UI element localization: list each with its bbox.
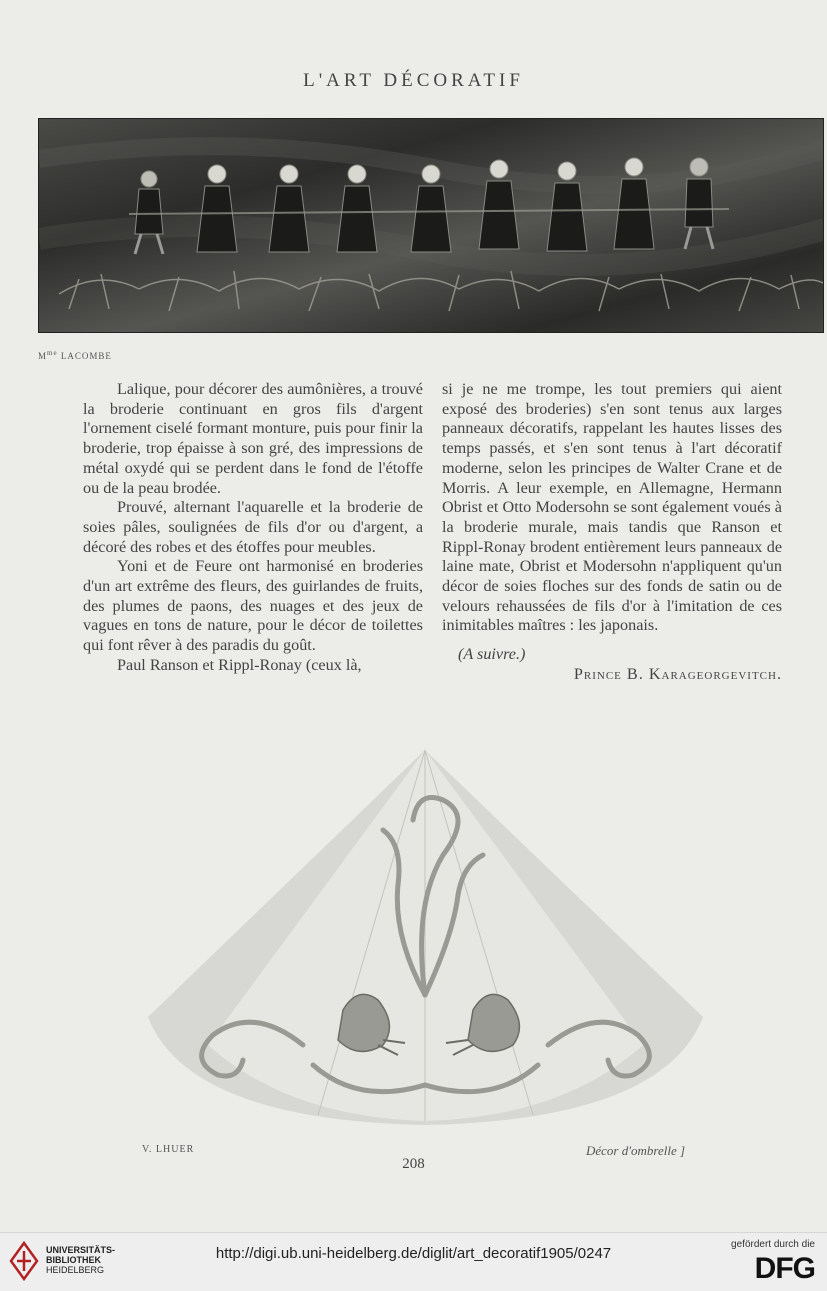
embroidery-frieze-image [39,119,824,333]
bottom-plate-caption-artist: V. LHUER [142,1144,195,1155]
funding-note: gefördert durch die [731,1239,815,1250]
article-column-right [442,380,782,685]
dancing-figures [135,158,713,254]
page-number: 208 [402,1156,425,1172]
bottom-plate-caption-title: Décor d'ombrelle ] [586,1143,686,1158]
author-signature: Prince B. Karageorgevitch. [573,664,782,683]
paragraph-yoni: Yoni et de Feure ont harmonisé en broderies d'un art extrême des fleurs, des guirlandes de fruits, des plumes de paons, des nuages et des jeux de vagues en tons de nature, pour le décor de toilettes qui font rêver à des paradis du goût. [83,557,423,655]
to-follow-note: (A suivre.) [458,645,526,664]
running-title: L'ART DÉCORATIF [303,70,524,91]
permalink-url[interactable]: http://digi.ub.uni-heidelberg.de/diglit/art_decoratif1905/0247 [215,1245,612,1262]
top-plate-caption: $M^{me}$ LACOMBE [38,349,112,361]
paragraph-continuation: si je ne me trompe, les tout premiers qui aient exposé des broderies) s'en sont tenus aux larges panneaux décoratifs, rappelant les hautes lisses des temps passés, et s'en sont tenus à l'art décoratif moderne, selon les principes de Walter Crane et de Morris. A leur exemple, en Allemagne, Hermann Obrist et Otto Modersohn se sont également voués à la broderie murale, mais tandis que Ranson et Rippl-Ronay brodent entièrement leurs panneaux de laine mate, Obrist et Modersohn n'appliquent qu'un décor de soies floches sur des fonds de satin ou de velours rehaussées de fils d'or à l'imitation de ces inimitables maîtres : les japonais. [442,380,782,635]
article-column-left [83,380,423,676]
embroidery-frieze-plate [38,118,824,333]
paragraph-ranson: Paul Ranson et Rippl-Ronay (ceux là, [117,655,362,674]
dfg-logo[interactable]: DFG [754,1252,815,1285]
paragraph-prouve: Prouvé, alternant l'aquarelle et la broderie de soies pâles, soulignées de fils d'or ou d'argent, a décoré des robes et des étoffes pour meubles. [83,498,423,556]
university-library-name[interactable]: UNIVERSITÄTS- BIBLIOTHEK HEIDELBERG [46,1245,116,1275]
viewer-footer [0,1232,827,1291]
parasol-decor-image [143,745,708,1130]
paragraph-lalique: Lalique, pour décorer des aumônières, a trouvé la broderie continuant en gros fils d'argent l'ornement ciselé formant monture, puis pour finir la broderie, trop épaisse à son gré, des impressions de métal oxydé qui se perdent dans le fond de l'étoffe ou de la peau brodée. [83,380,423,497]
parasol-decor-plate [143,745,708,1130]
